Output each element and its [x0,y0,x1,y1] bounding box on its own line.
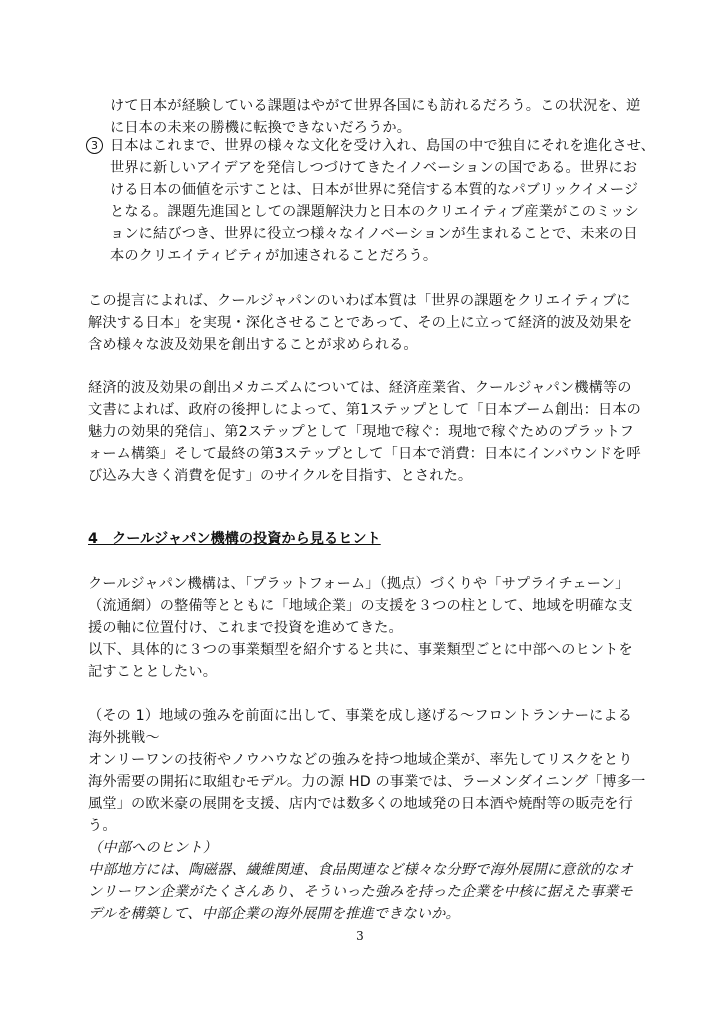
text-line: 風堂」の欧米豪の展開を支援、店内では数多くの地域発の日本酒や焼酎等の販売を行 [88,796,633,812]
text-line: に日本の未来の勝機に転換できないだろうか。 [110,120,412,136]
text-line: けて日本が経験している課題はやがて世界各国にも訪れるだろう。この状況を、逆 [110,98,641,114]
text-line: 以下、具体的に３つの事業類型を紹介すると共に、事業類型ごとに中部へのヒントを [88,642,633,658]
text-line: ンリーワン企業がたくさんあり、そういった強みを持った企業を中核に据えた事業モ [88,884,633,900]
text-line: 記すこととしたい。 [88,664,218,680]
text-line: 解決する日本」を実現・深化させることであって、その上に立って経済的波及効果を [88,315,633,331]
text-line: 世界に新しいアイデアを発信しつづけてきたイノベーションの国である。世界にお [110,160,638,176]
text-line: となる。課題先進国としての課題解決力と日本のクリエイティブ産業がこのミッシ [110,204,639,220]
text-line: クールジャパン機構は、「プラットフォーム」（拠点）づくりや「サプライチェーン」 [88,576,630,592]
paragraph-proposal [88,290,632,356]
text-line: う。 [88,818,117,834]
text-line: （流通網）の整備等とともに「地域企業」の支援を３つの柱として、地域を明確な支 [88,598,633,614]
text-line: （その 1）地域の強みを前面に出して、事業を成し遂げる～フロントランナーによる [88,708,633,724]
text-line: オンリーワンの技術やノウハウなどの強みを持つ地域企業が、率先してリスクをとり [88,752,633,768]
paragraph-cool-japan-fund [88,573,633,683]
text-line: 援の軸に位置付け、これまで投資を進めてきた。 [88,620,403,636]
paragraph-type-1 [88,705,645,837]
page-number: 3 [356,929,364,943]
continuation-paragraph [110,95,641,139]
text-line: び込み大きく消費を促す」のサイクルを目指す、とされた。 [88,468,473,484]
list-item-3 [110,135,655,267]
hint-paragraph [88,837,633,925]
text-line: この提言によれば、クールジャパンのいわば本質は「世界の課題をクリエイティブに [88,293,631,309]
paragraph-mechanism [88,377,641,487]
text-line: ョンに結びつき、世界に役立つ様々なイノベーションが生まれることで、未来の日 [110,226,638,242]
text-line: 文書によれば、政府の後押しによって、第1ステップとして「日本ブーム創出：日本の [88,402,642,418]
text-line: ける日本の価値を示すことは、日本が世界に発信する本質的なパブリックイメージ [110,182,639,198]
text-line: （中部へのヒント） [88,840,218,856]
text-line: 経済的波及効果の創出メカニズムについては、経済産業省、クールジャパン機構等の [88,380,632,396]
text-line: ォーム構築」そして最終の第3ステップとして「日本で消費：日本にインバウンドを呼 [88,446,641,462]
text-line: 魅力の効果的発信」、第2ステップとして「現地で稼ぐ：現地で稼ぐためのプラットフ [88,424,634,440]
text-line: 中部地方には、陶磁器、繊維関連、食品関連など様々な分野で海外展開に意欲的なオ [88,862,633,878]
section-heading: 4 クールジャパン機構の投資から見るヒント [88,531,381,547]
text-line: 日本はこれまで、世界の様々な文化を受け入れ、島国の中で独自にそれを進化させ、 [110,138,655,154]
text-line: 海外挑戦～ [88,730,160,746]
circled-number-three: 3 [86,137,103,154]
text-line: 含め様々な波及効果を創出することが求められる。 [88,337,418,353]
text-line: 海外需要の開拓に取組むモデル。力の源 HD の事業では、ラーメンダイニング「博多一 [88,774,646,790]
text-line: 本のクリエイティビティが加速されることだろう。 [110,248,438,264]
text-line: デルを構築して、中部企業の海外展開を推進できないか。 [88,906,460,922]
